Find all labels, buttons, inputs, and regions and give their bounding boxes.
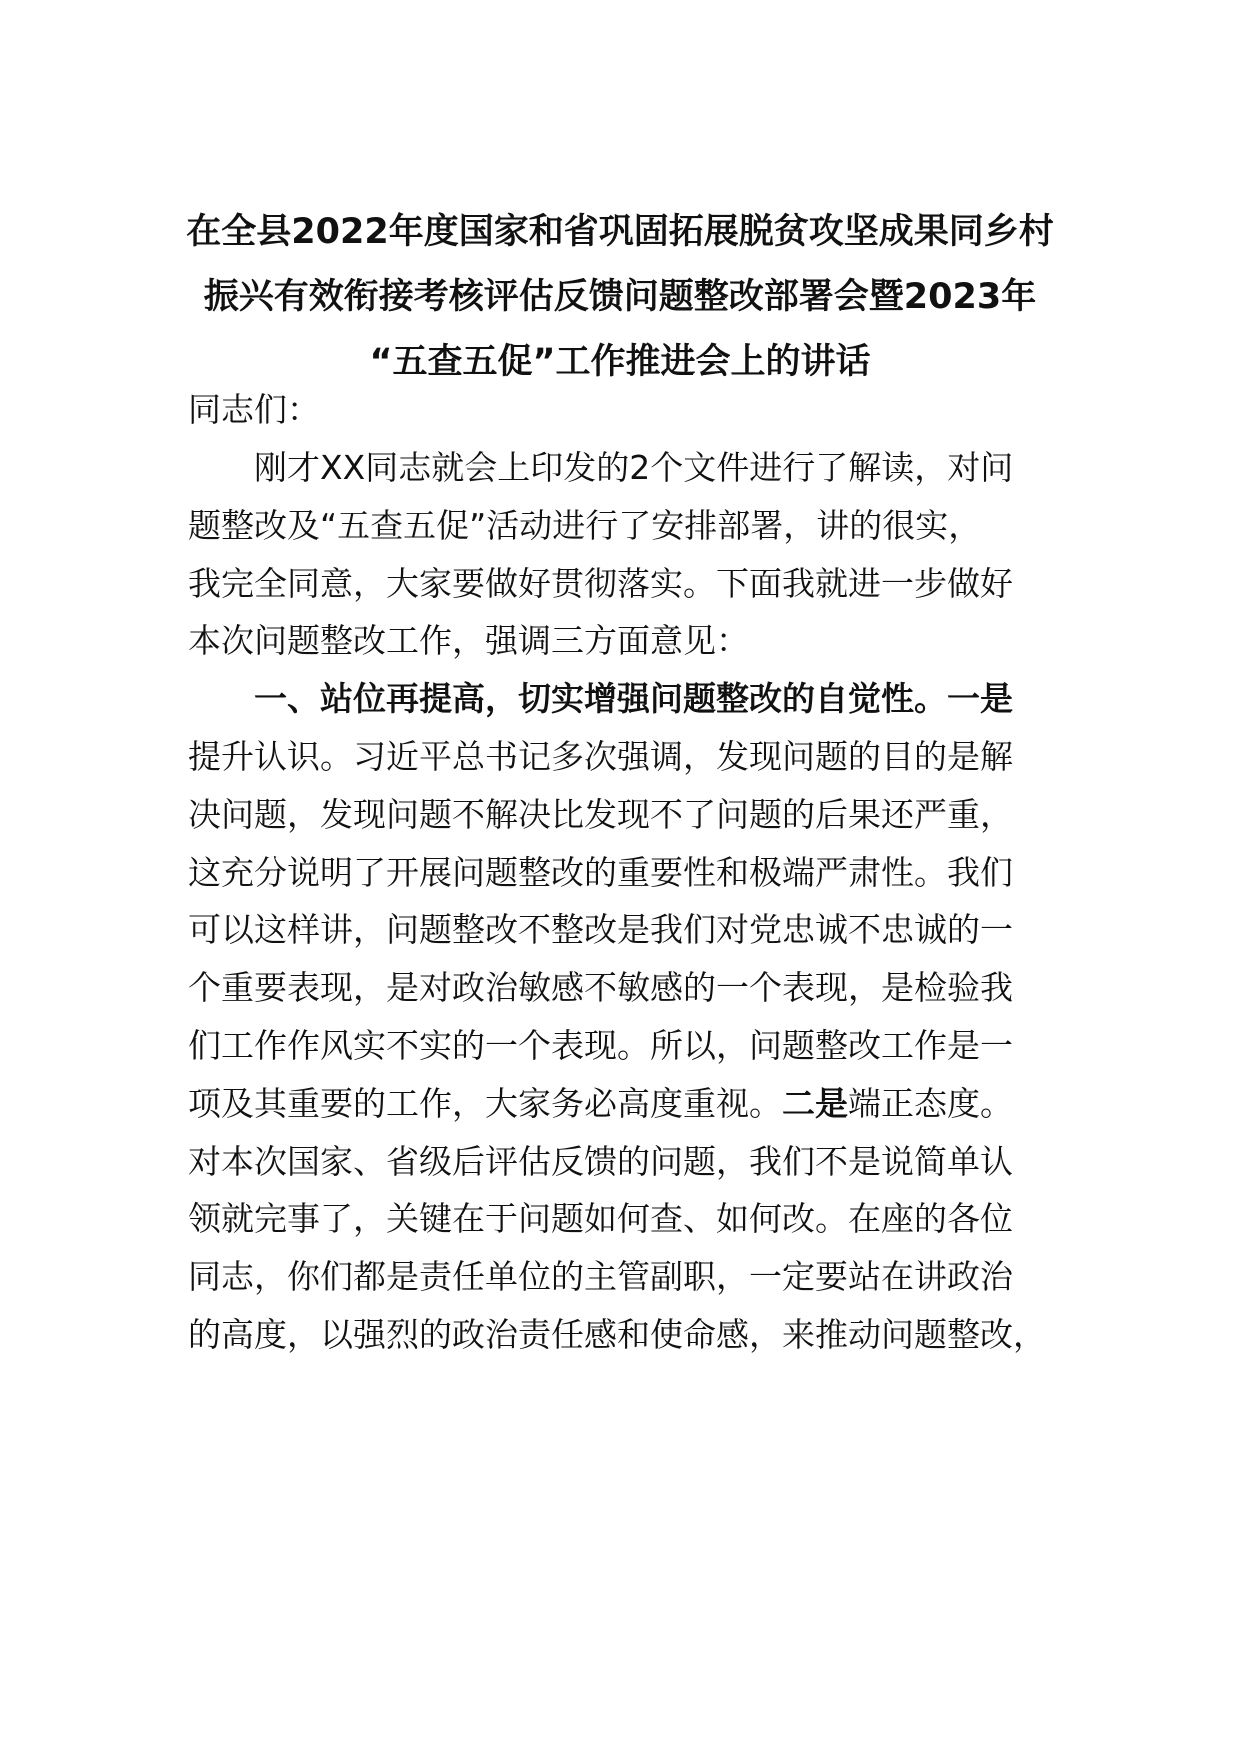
text-segment: 这充分说明了开展问题整改的重要性和极端严肃性。我们 <box>188 852 1013 892</box>
body-line <box>188 1199 1013 1239</box>
title-line-3: “五查五促”工作推进会上的讲话 <box>369 342 871 382</box>
body-line <box>254 679 1013 719</box>
title-line-2: 振兴有效衔接考核评估反馈问题整改部署会暨2023年 <box>203 277 1037 317</box>
body-line <box>188 968 1013 1008</box>
body-line <box>188 621 749 661</box>
text-segment: 的高度，以强烈的政治责任感和使命感，来推动问题整改， <box>188 1315 1046 1354</box>
body-line <box>188 506 981 546</box>
body-line <box>188 795 1013 835</box>
text-segment: 我完全同意，大家要做好贯彻落实。下面我就进一步做好 <box>188 563 1013 603</box>
document-title <box>150 200 1090 395</box>
text-segment: 题整改及“五查五促”活动进行了安排部署，讲的很实， <box>188 505 982 545</box>
text-segment: 对本次国家、省级后评估反馈的问题，我们不是说简单认 <box>188 1141 1013 1181</box>
text-segment: 领就完事了，关键在于问题如何查、如何改。在座的各位 <box>188 1199 1013 1239</box>
text-segment: 决问题，发现问题不解决比发现不了问题的后果还严重， <box>188 794 1013 834</box>
body-line <box>188 737 1013 777</box>
text-segment: 提升认识。习近平总书记多次强调，发现问题的目的是解 <box>188 737 1013 776</box>
text-segment: 刚才XX同志就会上印发的2个文件进行了解读，对问 <box>254 448 1014 487</box>
body-line <box>188 1026 1013 1066</box>
text-segment: 同志，你们都是责任单位的主管副职，一定要站在讲政治 <box>188 1257 1013 1297</box>
body-line <box>188 1084 1013 1124</box>
body-line <box>188 1142 1013 1182</box>
text-segment: 项及其重要的工作，大家务必高度重视。 <box>188 1083 782 1123</box>
body-line <box>188 853 1013 893</box>
body-line <box>188 1315 1046 1355</box>
body-line <box>188 1257 1013 1297</box>
bold-text-segment: 二是 <box>782 1083 848 1123</box>
text-segment: 端正态度。 <box>848 1083 1013 1123</box>
body-line <box>188 564 1013 604</box>
salutation: 同志们： <box>188 390 320 429</box>
text-segment: 们工作作风实不实的一个表现。所以，问题整改工作是一 <box>188 1026 1013 1065</box>
body-line <box>188 910 1013 950</box>
text-segment: 可以这样讲，问题整改不整改是我们对党忠诚不忠诚的一 <box>188 910 1013 950</box>
bold-text-segment: 一、站位再提高，切实增强问题整改的自觉性。一是 <box>254 679 1013 719</box>
body-line <box>254 448 1013 488</box>
text-segment: 本次问题整改工作，强调三方面意见： <box>188 621 749 661</box>
title-line-1: 在全县2022年度国家和省巩固拓展脱贫攻坚成果同乡村 <box>186 212 1054 252</box>
text-segment: 个重要表现，是对政治敏感不敏感的一个表现，是检验我 <box>188 968 1013 1008</box>
